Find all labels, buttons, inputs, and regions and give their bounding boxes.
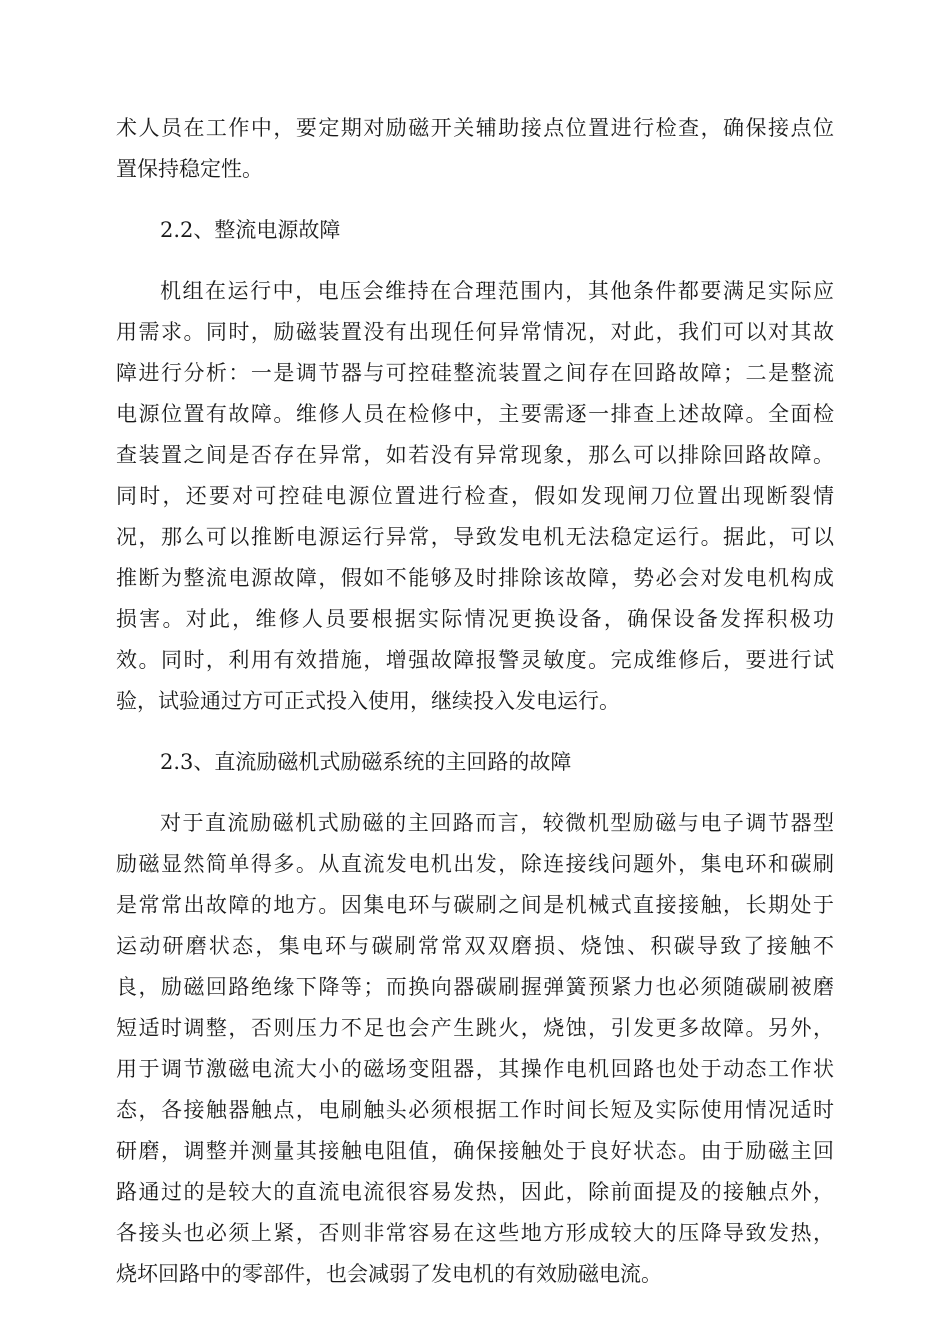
paragraph-line: 术人员在工作中，要定期对励磁开关辅助接点位置进行检查，确保接点位 xyxy=(116,116,834,140)
section-heading-2-2: 2.2、整流电源故障 xyxy=(160,218,341,242)
paragraph-line: 况，那么可以推断电源运行异常，导致发电机无法稳定运行。据此，可以 xyxy=(116,525,834,549)
paragraph-line: 同时，还要对可控硅电源位置进行检查，假如发现闸刀位置出现断裂情 xyxy=(116,484,834,508)
paragraph-line: 用需求。同时，励磁装置没有出现任何异常情况，对此，我们可以对其故 xyxy=(116,320,834,344)
paragraph-1 xyxy=(116,108,834,190)
paragraph-line: 机组在运行中，电压会维持在合理范围内，其他条件都要满足实际应 xyxy=(160,279,834,303)
paragraph-line: 置保持稳定性。 xyxy=(116,157,263,181)
paragraph-line: 短适时调整，否则压力不足也会产生跳火，烧蚀，引发更多故障。另外， xyxy=(116,1016,834,1040)
document-body xyxy=(116,108,834,1295)
paragraph-3 xyxy=(116,803,834,1295)
paragraph-line: 验，试验通过方可正式投入使用，继续投入发电运行。 xyxy=(116,689,620,713)
paragraph-line: 电源位置有故障。维修人员在检修中，主要需逐一排查上述故障。全面检 xyxy=(116,402,834,426)
paragraph-line: 用于调节激磁电流大小的磁场变阻器，其操作电机回路也处于动态工作状 xyxy=(116,1057,834,1081)
paragraph-line: 良，励磁回路绝缘下降等；而换向器碳刷握弹簧预紧力也必须随碳刷被磨 xyxy=(116,975,834,999)
paragraph-line: 运动研磨状态，集电环与碳刷常常双双磨损、烧蚀、积碳导致了接触不 xyxy=(116,934,834,958)
paragraph-line: 烧坏回路中的零部件，也会减弱了发电机的有效励磁电流。 xyxy=(116,1262,662,1286)
paragraph-line: 态，各接触器触点，电刷触头必须根据工作时间长短及实际使用情况适时 xyxy=(116,1098,834,1122)
paragraph-line: 推断为整流电源故障，假如不能够及时排除该故障，势必会对发电机构成 xyxy=(116,566,834,590)
paragraph-line: 励磁显然简单得多。从直流发电机出发，除连接线问题外，集电环和碳刷 xyxy=(116,852,834,876)
paragraph-line: 各接头也必须上紧，否则非常容易在这些地方形成较大的压降导致发热， xyxy=(116,1221,834,1245)
paragraph-line: 研磨，调整并测量其接触电阻值，确保接触处于良好状态。由于励磁主回 xyxy=(116,1139,834,1163)
paragraph-line: 查装置之间是否存在异常，如若没有异常现象，那么可以排除回路故障。 xyxy=(116,443,834,467)
paragraph-line: 障进行分析：一是调节器与可控硅整流装置之间存在回路故障；二是整流 xyxy=(116,361,834,385)
paragraph-2 xyxy=(116,271,834,722)
paragraph-line: 损害。对此，维修人员要根据实际情况更换设备，确保设备发挥积极功 xyxy=(116,607,834,631)
paragraph-line: 对于直流励磁机式励磁的主回路而言，较微机型励磁与电子调节器型 xyxy=(160,811,834,835)
section-heading-2-3: 2.3、直流励磁机式励磁系统的主回路的故障 xyxy=(160,750,572,774)
paragraph-line: 路通过的是较大的直流电流很容易发热，因此，除前面提及的接触点外， xyxy=(116,1180,834,1204)
paragraph-line: 效。同时，利用有效措施，增强故障报警灵敏度。完成维修后，要进行试 xyxy=(116,648,834,672)
paragraph-line: 是常常出故障的地方。因集电环与碳刷之间是机械式直接接触，长期处于 xyxy=(116,893,834,917)
